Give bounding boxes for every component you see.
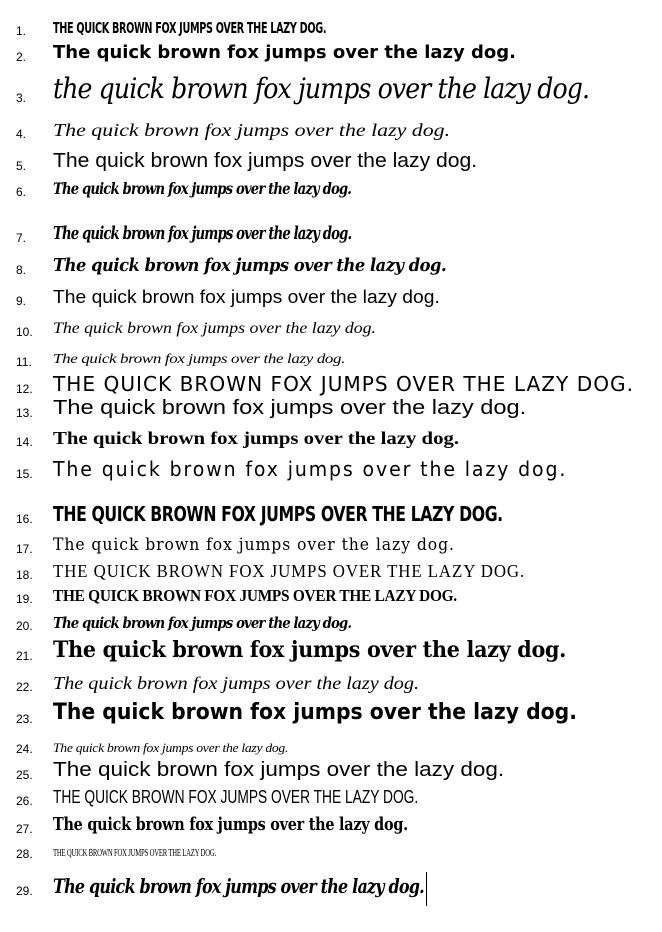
- sample-text: THE QUICK BROWN FOX JUMPS OVER THE LAZY DOG.: [53, 848, 216, 859]
- sample-text: The quick brown fox jumps over the lazy dog.: [53, 759, 505, 781]
- sample-number: 14.: [16, 435, 33, 449]
- sample-text: The quick brown fox jumps over the lazy dog.: [53, 535, 455, 555]
- sample-number: 2.: [16, 50, 27, 64]
- sample-text: The quick brown fox jumps over the lazy dog.: [53, 457, 568, 481]
- sample-text: The quick brown fox jumps over the lazy dog.: [53, 740, 289, 755]
- sample-text: The quick brown fox jumps over the lazy dog.: [53, 150, 478, 172]
- sample-number: 21.: [16, 649, 33, 663]
- sample-text: THE QUICK BROWN FOX JUMPS OVER THE LAZY DOG.: [53, 561, 526, 581]
- sample-text: The quick brown fox jumps over the lazy dog.: [53, 428, 460, 448]
- sample-number: 27.: [16, 822, 33, 836]
- sample-number: 28.: [16, 847, 33, 861]
- sample-number: 18.: [16, 568, 33, 582]
- sample-text: The quick brown fox jumps over the lazy dog.: [53, 287, 440, 307]
- sample-text: The quick brown fox jumps over the lazy dog.: [53, 673, 420, 693]
- sample-text: The quick brown fox jumps over the lazy dog.: [53, 352, 346, 367]
- sample-text: The quick brown fox jumps over the lazy dog.: [53, 223, 352, 244]
- sample-text: The quick brown fox jumps over the lazy dog.: [53, 700, 577, 725]
- sample-text: The quick brown fox jumps over the lazy dog.: [53, 874, 424, 898]
- sample-text: THE QUICK BROWN FOX JUMPS OVER THE LAZY DOG.: [53, 787, 419, 807]
- sample-number: 13.: [16, 406, 33, 420]
- sample-text: the quick brown fox jumps over the lazy dog.: [53, 72, 590, 105]
- sample-number: 20.: [16, 619, 33, 633]
- sample-text: THE QUICK BROWN FOX JUMPS OVER THE LAZY DOG.: [53, 586, 457, 605]
- sample-number: 8.: [16, 263, 27, 277]
- sample-number: 9.: [16, 294, 27, 308]
- sample-number: 23.: [16, 712, 33, 726]
- sample-number: 26.: [16, 794, 33, 808]
- sample-number: 29.: [16, 884, 33, 898]
- sample-number: 12.: [16, 382, 33, 396]
- sample-text: THE QUICK BROWN FOX JUMPS OVER THE LAZY DOG.: [53, 19, 327, 37]
- sample-number: 25.: [16, 768, 33, 782]
- sample-text: The quick brown fox jumps over the lazy dog.: [53, 255, 447, 276]
- sample-text: The quick brown fox jumps over the lazy dog.: [53, 320, 377, 337]
- sample-text: The quick brown fox jumps over the lazy dog.: [53, 120, 451, 140]
- sample-number: 10.: [16, 325, 33, 339]
- sample-number: 19.: [16, 592, 33, 606]
- sample-number: 11.: [16, 355, 32, 369]
- sample-text: The quick brown fox jumps over the lazy dog.: [53, 397, 527, 419]
- sample-text: The quick brown fox jumps over the lazy dog.: [53, 614, 352, 632]
- sample-number: 3.: [16, 91, 27, 105]
- sample-text: THE QUICK BROWN FOX JUMPS OVER THE LAZY DOG.: [53, 502, 503, 526]
- sample-number: 22.: [16, 680, 33, 694]
- sample-text: The quick brown fox jumps over the lazy dog.: [53, 814, 408, 835]
- text-cursor: [426, 872, 427, 906]
- sample-number: 5.: [16, 159, 27, 173]
- sample-number: 7.: [16, 231, 27, 245]
- sample-number: 15.: [16, 467, 33, 481]
- sample-number: 24.: [16, 742, 33, 756]
- sample-number: 4.: [16, 127, 27, 141]
- sample-text: The quick brown fox jumps over the lazy dog.: [53, 637, 567, 663]
- sample-number: 17.: [16, 542, 33, 556]
- sample-text: THE QUICK BROWN FOX JUMPS OVER THE LAZY DOG.: [53, 372, 635, 396]
- sample-text: The quick brown fox jumps over the lazy dog.: [53, 42, 516, 63]
- sample-text: The quick brown fox jumps over the lazy dog.: [53, 179, 352, 198]
- sample-number: 16.: [16, 512, 33, 526]
- sample-number: 1.: [16, 24, 27, 38]
- sample-number: 6.: [16, 185, 27, 199]
